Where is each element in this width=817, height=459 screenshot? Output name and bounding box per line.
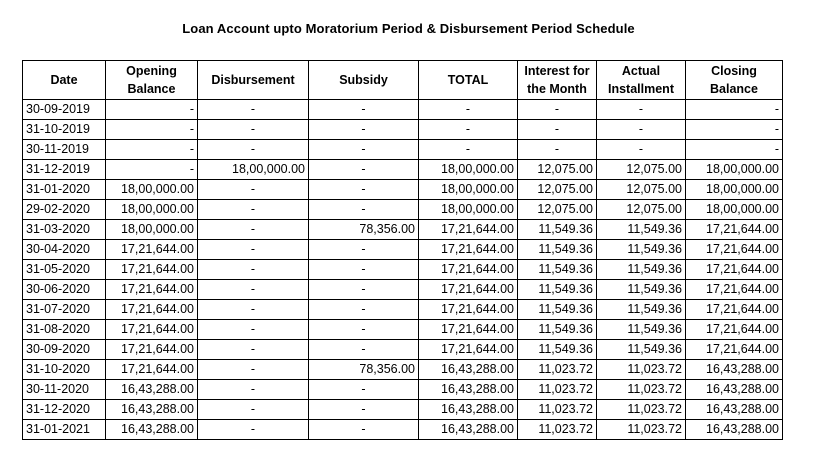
cell-installment: 11,549.36 (597, 280, 686, 300)
cell-subsidy: - (309, 120, 419, 140)
cell-installment: - (597, 140, 686, 160)
cell-date: 30-06-2020 (23, 280, 106, 300)
cell-opening-balance: 16,43,288.00 (106, 420, 198, 440)
cell-closing-balance: 16,43,288.00 (686, 380, 783, 400)
cell-date: 30-11-2020 (23, 380, 106, 400)
table-row (23, 420, 783, 440)
header-subsidy: Subsidy (309, 61, 419, 100)
cell-installment: 12,075.00 (597, 200, 686, 220)
cell-total: 17,21,644.00 (419, 260, 518, 280)
table-row (23, 380, 783, 400)
cell-total: 17,21,644.00 (419, 220, 518, 240)
cell-closing-balance: 18,00,000.00 (686, 160, 783, 180)
cell-installment: - (597, 120, 686, 140)
cell-interest: 11,023.72 (518, 380, 597, 400)
cell-total: - (419, 100, 518, 120)
cell-date: 31-03-2020 (23, 220, 106, 240)
cell-interest: 12,075.00 (518, 160, 597, 180)
cell-disbursement: - (198, 360, 309, 380)
cell-disbursement: - (198, 420, 309, 440)
cell-closing-balance: 17,21,644.00 (686, 220, 783, 240)
cell-installment: 11,549.36 (597, 300, 686, 320)
cell-total: 16,43,288.00 (419, 420, 518, 440)
table-row (23, 100, 783, 120)
cell-opening-balance: 17,21,644.00 (106, 240, 198, 260)
cell-date: 31-08-2020 (23, 320, 106, 340)
cell-opening-balance: 18,00,000.00 (106, 180, 198, 200)
table-row (23, 340, 783, 360)
table-row (23, 120, 783, 140)
cell-opening-balance: - (106, 160, 198, 180)
cell-installment: 12,075.00 (597, 160, 686, 180)
cell-installment: 11,549.36 (597, 220, 686, 240)
cell-interest: - (518, 140, 597, 160)
cell-interest: 11,549.36 (518, 260, 597, 280)
schedule-table (22, 60, 783, 440)
cell-disbursement: - (198, 180, 309, 200)
cell-date: 30-04-2020 (23, 240, 106, 260)
cell-installment: 11,023.72 (597, 380, 686, 400)
cell-closing-balance: 18,00,000.00 (686, 200, 783, 220)
cell-opening-balance: 17,21,644.00 (106, 360, 198, 380)
cell-date: 31-12-2019 (23, 160, 106, 180)
cell-subsidy: - (309, 420, 419, 440)
table-row (23, 240, 783, 260)
cell-opening-balance: 17,21,644.00 (106, 260, 198, 280)
cell-date: 31-10-2019 (23, 120, 106, 140)
cell-interest: 11,023.72 (518, 400, 597, 420)
cell-date: 31-07-2020 (23, 300, 106, 320)
cell-closing-balance: 16,43,288.00 (686, 360, 783, 380)
cell-subsidy: - (309, 180, 419, 200)
cell-total: 17,21,644.00 (419, 280, 518, 300)
cell-total: - (419, 140, 518, 160)
cell-interest: 11,549.36 (518, 300, 597, 320)
cell-total: 16,43,288.00 (419, 380, 518, 400)
cell-closing-balance: 17,21,644.00 (686, 300, 783, 320)
cell-closing-balance: 17,21,644.00 (686, 280, 783, 300)
cell-date: 31-10-2020 (23, 360, 106, 380)
table-row (23, 320, 783, 340)
cell-total: 18,00,000.00 (419, 180, 518, 200)
cell-opening-balance: 17,21,644.00 (106, 340, 198, 360)
cell-subsidy: - (309, 380, 419, 400)
cell-installment: 11,023.72 (597, 400, 686, 420)
cell-subsidy: - (309, 260, 419, 280)
cell-opening-balance: - (106, 140, 198, 160)
cell-opening-balance: 16,43,288.00 (106, 380, 198, 400)
cell-subsidy: - (309, 280, 419, 300)
cell-closing-balance: 17,21,644.00 (686, 340, 783, 360)
cell-subsidy: - (309, 160, 419, 180)
cell-date: 30-11-2019 (23, 140, 106, 160)
cell-subsidy: - (309, 240, 419, 260)
cell-disbursement: 18,00,000.00 (198, 160, 309, 180)
cell-total: 17,21,644.00 (419, 300, 518, 320)
table-row (23, 180, 783, 200)
cell-disbursement: - (198, 120, 309, 140)
cell-date: 31-01-2020 (23, 180, 106, 200)
header-total: TOTAL (419, 61, 518, 100)
cell-disbursement: - (198, 200, 309, 220)
cell-subsidy: - (309, 400, 419, 420)
cell-disbursement: - (198, 300, 309, 320)
cell-closing-balance: 18,00,000.00 (686, 180, 783, 200)
cell-opening-balance: 17,21,644.00 (106, 300, 198, 320)
cell-total: 18,00,000.00 (419, 200, 518, 220)
cell-disbursement: - (198, 240, 309, 260)
cell-installment: 12,075.00 (597, 180, 686, 200)
cell-date: 29-02-2020 (23, 200, 106, 220)
header-interest: Interest for the Month (518, 61, 597, 100)
cell-date: 31-05-2020 (23, 260, 106, 280)
header-row (23, 61, 783, 100)
table-row (23, 200, 783, 220)
cell-interest: 11,549.36 (518, 340, 597, 360)
cell-interest: 11,549.36 (518, 220, 597, 240)
table-row (23, 280, 783, 300)
cell-subsidy: 78,356.00 (309, 360, 419, 380)
cell-interest: 11,549.36 (518, 280, 597, 300)
cell-subsidy: 78,356.00 (309, 220, 419, 240)
cell-disbursement: - (198, 320, 309, 340)
cell-total: 17,21,644.00 (419, 240, 518, 260)
table-row (23, 220, 783, 240)
table-row (23, 300, 783, 320)
cell-total: 17,21,644.00 (419, 340, 518, 360)
cell-interest: 12,075.00 (518, 180, 597, 200)
cell-installment: 11,549.36 (597, 260, 686, 280)
cell-total: 16,43,288.00 (419, 360, 518, 380)
cell-closing-balance: - (686, 120, 783, 140)
cell-disbursement: - (198, 140, 309, 160)
table-row (23, 400, 783, 420)
cell-closing-balance: 17,21,644.00 (686, 240, 783, 260)
cell-installment: 11,549.36 (597, 340, 686, 360)
cell-opening-balance: 18,00,000.00 (106, 220, 198, 240)
page-title: Loan Account upto Moratorium Period & Disbursement Period Schedule (182, 21, 635, 36)
cell-disbursement: - (198, 100, 309, 120)
table-row (23, 360, 783, 380)
cell-interest: 11,549.36 (518, 320, 597, 340)
cell-interest: - (518, 120, 597, 140)
header-date: Date (23, 61, 106, 100)
cell-subsidy: - (309, 140, 419, 160)
cell-interest: - (518, 100, 597, 120)
cell-installment: - (597, 100, 686, 120)
header-installment: Actual Installment (597, 61, 686, 100)
cell-closing-balance: 17,21,644.00 (686, 260, 783, 280)
cell-interest: 12,075.00 (518, 200, 597, 220)
cell-opening-balance: - (106, 120, 198, 140)
table-row (23, 260, 783, 280)
header-disbursement: Disbursement (198, 61, 309, 100)
cell-interest: 11,023.72 (518, 420, 597, 440)
cell-interest: 11,549.36 (518, 240, 597, 260)
cell-closing-balance: - (686, 100, 783, 120)
cell-total: 17,21,644.00 (419, 320, 518, 340)
cell-opening-balance: 18,00,000.00 (106, 200, 198, 220)
cell-disbursement: - (198, 400, 309, 420)
cell-closing-balance: 16,43,288.00 (686, 420, 783, 440)
cell-interest: 11,023.72 (518, 360, 597, 380)
cell-subsidy: - (309, 300, 419, 320)
table-row (23, 140, 783, 160)
cell-installment: 11,549.36 (597, 320, 686, 340)
cell-total: 16,43,288.00 (419, 400, 518, 420)
table-row (23, 160, 783, 180)
cell-disbursement: - (198, 340, 309, 360)
cell-subsidy: - (309, 340, 419, 360)
cell-opening-balance: - (106, 100, 198, 120)
cell-subsidy: - (309, 100, 419, 120)
cell-date: 30-09-2019 (23, 100, 106, 120)
cell-disbursement: - (198, 220, 309, 240)
header-opening-balance: Opening Balance (106, 61, 198, 100)
cell-installment: 11,023.72 (597, 360, 686, 380)
cell-closing-balance: - (686, 140, 783, 160)
cell-total: - (419, 120, 518, 140)
cell-installment: 11,023.72 (597, 420, 686, 440)
cell-date: 31-01-2021 (23, 420, 106, 440)
cell-date: 31-12-2020 (23, 400, 106, 420)
cell-subsidy: - (309, 200, 419, 220)
cell-opening-balance: 17,21,644.00 (106, 280, 198, 300)
header-closing-balance: Closing Balance (686, 61, 783, 100)
cell-date: 30-09-2020 (23, 340, 106, 360)
cell-opening-balance: 17,21,644.00 (106, 320, 198, 340)
cell-total: 18,00,000.00 (419, 160, 518, 180)
cell-closing-balance: 17,21,644.00 (686, 320, 783, 340)
cell-closing-balance: 16,43,288.00 (686, 400, 783, 420)
cell-subsidy: - (309, 320, 419, 340)
cell-disbursement: - (198, 280, 309, 300)
cell-disbursement: - (198, 380, 309, 400)
cell-opening-balance: 16,43,288.00 (106, 400, 198, 420)
cell-disbursement: - (198, 260, 309, 280)
cell-installment: 11,549.36 (597, 240, 686, 260)
